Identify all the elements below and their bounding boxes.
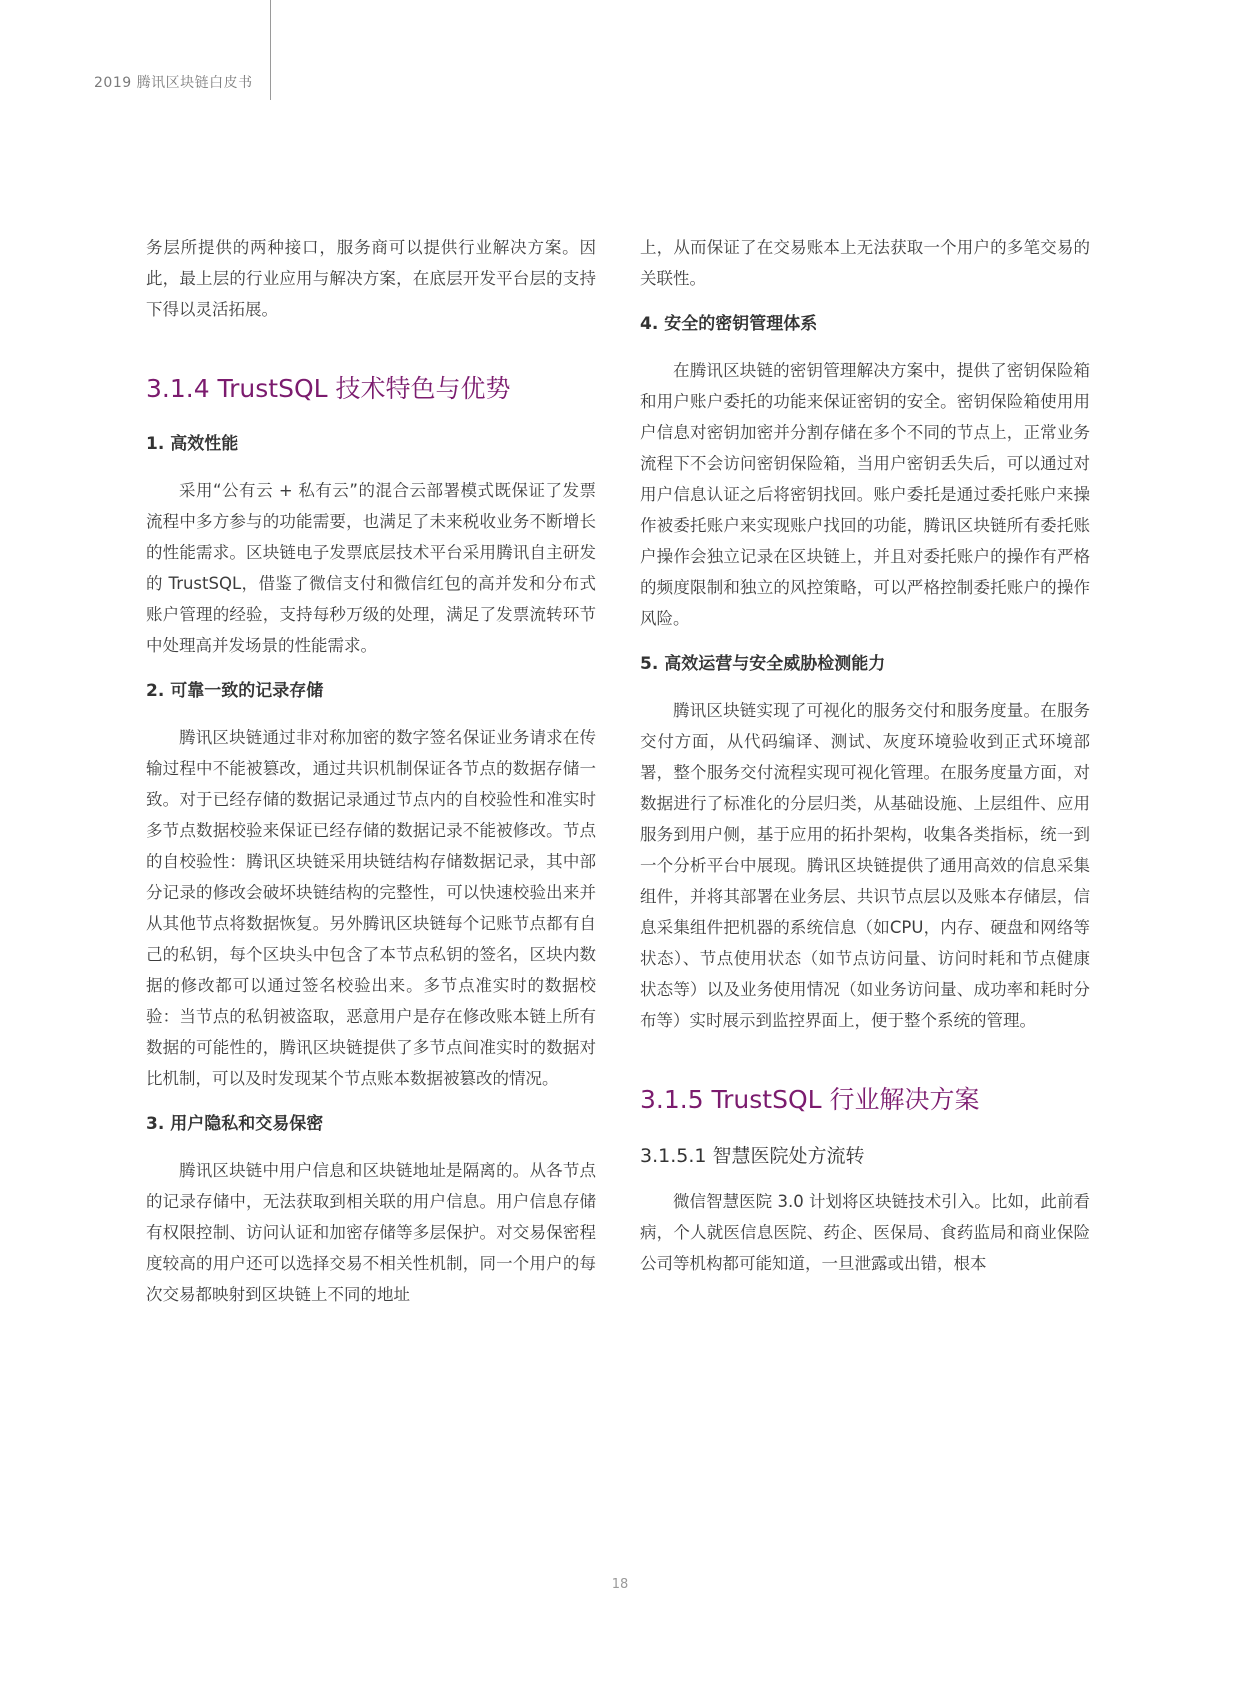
item-3-paragraph: 腾讯区块链中用户信息和区块链地址是隔离的。从各节点的记录存储中，无法获取到相关联的用户信息。用户信息存储有权限控制、访问认证和加密存储等多层保护。对交易保密程度较高的用户还可以选择交易不相关性机制，同一个用户的每次交易都映射到区块链上不同的地址 xyxy=(146,1161,596,1304)
item-2-paragraph: 腾讯区块链通过非对称加密的数字签名保证业务请求在传输过程中不能被篡改，通过共识机制保证各节点的数据存储一致。对于已经存储的数据记录通过节点内的自校验性和准实时多节点数据校验来保证已经存储的数据记录不能被修改。节点的自校验性：腾讯区块链采用块链结构存储数据记录，其中部分记录的修改会破坏块链结构的完整性，可以快速校验出来并从其他节点将数据恢复。另外腾讯区块链每个记账节点都有自己的私钥，每个区块头中包含了本节点私钥的签名，区块内数据的修改都可以通过签名校验出来。多节点准实时的数据校验：当节点的私钥被盗取，恶意用户是存在修改账本链上所有数据的可能性的，腾讯区块链提供了多节点间准实时的数据对比机制，可以及时发现某个节点账本数据被篡改的情况。 xyxy=(146,728,596,1088)
item-2-heading: 2. 可靠一致的记录存储 xyxy=(146,681,324,701)
subsection-3-1-5-1-paragraph: 微信智慧医院 3.0 计划将区块链技术引入。比如，此前看病，个人就医信息医院、药企、医保局、食药监局和商业保险公司等机构都可能知道，一旦泄露或出错，根本 xyxy=(640,1192,1090,1273)
section-3-1-4-heading: 3.1.4 TrustSQL 技术特色与优势 xyxy=(146,374,511,403)
item-3-heading: 3. 用户隐私和交易保密 xyxy=(146,1114,324,1134)
continuation-paragraph: 上，从而保证了在交易账本上无法获取一个用户的多笔交易的关联性。 xyxy=(640,238,1090,288)
header-divider-line xyxy=(270,0,271,100)
section-3-1-5-heading: 3.1.5 TrustSQL 行业解决方案 xyxy=(640,1085,980,1114)
item-1-heading: 1. 高效性能 xyxy=(146,434,239,454)
header-document-title: 2019 腾讯区块链白皮书 xyxy=(94,75,253,91)
right-column xyxy=(640,232,1090,1279)
item-4-heading: 4. 安全的密钥管理体系 xyxy=(640,314,818,334)
intro-paragraph: 务层所提供的两种接口，服务商可以提供行业解决方案。因此，最上层的行业应用与解决方案，在底层开发平台层的支持下得以灵活拓展。 xyxy=(146,238,596,319)
item-1-paragraph: 采用“公有云 + 私有云”的混合云部署模式既保证了发票流程中多方参与的功能需要，也满足了未来税收业务不断增长的性能需求。区块链电子发票底层技术平台采用腾讯自主研发的 TrustSQL，借鉴了微信支付和微信红包的高并发和分布式账户管理的经验，支持每秒万级的处理，满足了发票流转环节中处理高并发场景的性能需求。 xyxy=(146,481,596,655)
item-5-heading: 5. 高效运营与安全威胁检测能力 xyxy=(640,654,886,674)
subsection-3-1-5-1-heading: 3.1.5.1 智慧医院处方流转 xyxy=(640,1145,865,1167)
left-column xyxy=(146,232,596,1310)
item-4-paragraph: 在腾讯区块链的密钥管理解决方案中，提供了密钥保险箱和用户账户委托的功能来保证密钥的安全。密钥保险箱使用用户信息对密钥加密并分割存储在多个不同的节点上，正常业务流程下不会访问密钥保险箱，当用户密钥丢失后，可以通过对用户信息认证之后将密钥找回。账户委托是通过委托账户来操作被委托账户来实现账户找回的功能，腾讯区块链所有委托账户操作会独立记录在区块链上，并且对委托账户的操作有严格的频度限制和独立的风控策略，可以严格控制委托账户的操作风险。 xyxy=(640,361,1090,628)
item-5-paragraph: 腾讯区块链实现了可视化的服务交付和服务度量。在服务交付方面，从代码编译、测试、灰度环境验收到正式环境部署，整个服务交付流程实现可视化管理。在服务度量方面，对数据进行了标准化的分层归类，从基础设施、上层组件、应用服务到用户侧，基于应用的拓扑架构，收集各类指标，统一到一个分析平台中展现。腾讯区块链提供了通用高效的信息采集组件，并将其部署在业务层、共识节点层以及账本存储层，信息采集组件把机器的系统信息（如CPU，内存、硬盘和网络等状态）、节点使用状态（如节点访问量、访问时耗和节点健康状态等）以及业务使用情况（如业务访问量、成功率和耗时分布等）实时展示到监控界面上，便于整个系统的管理。 xyxy=(640,701,1090,1030)
page-number: 18 xyxy=(611,1577,629,1592)
